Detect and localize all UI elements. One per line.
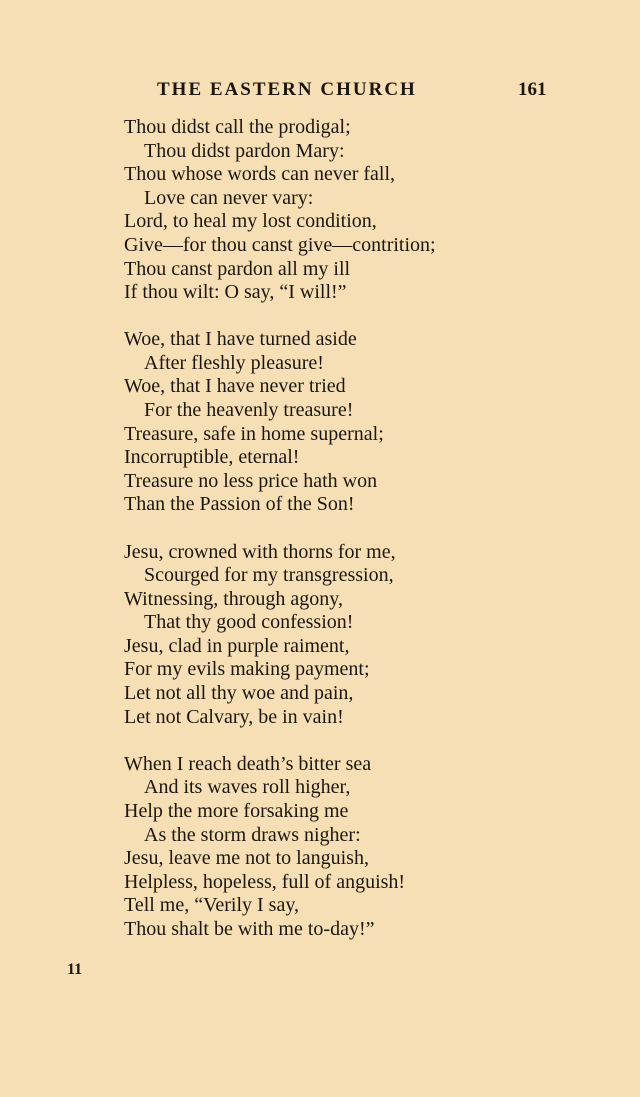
poem-line: Woe, that I have never tried <box>124 375 346 398</box>
poem-line: Help the more forsaking me <box>124 799 349 822</box>
poem-line: Witnessing, through agony, <box>124 587 343 610</box>
poem-line: Treasure, safe in home supernal; <box>124 422 384 445</box>
poem-line: When I reach death’s bitter sea <box>124 752 372 775</box>
poem-line: If thou wilt: O say, “I will!” <box>124 281 347 304</box>
poem-line: Let not Calvary, be in vain! <box>124 705 344 728</box>
poem-line: That thy good confession! <box>144 611 354 634</box>
poem-line: Tell me, “Verily I say, <box>124 894 300 917</box>
poem-line: After fleshly pleasure! <box>144 351 324 374</box>
poem-line: Let not all thy woe and pain, <box>124 682 354 705</box>
poem-line: Woe, that I have turned aside <box>124 328 357 351</box>
poem-line: Lord, to heal my lost condition, <box>124 210 377 233</box>
poem-line: For my evils making payment; <box>124 658 370 681</box>
stanza-3 <box>124 541 624 730</box>
poem-line: Than the Passion of the Son! <box>124 493 355 516</box>
stanza-1 <box>124 116 624 305</box>
poem-line: Thou didst call the prodigal; <box>124 116 351 138</box>
stanza-2 <box>124 328 624 517</box>
poem-line: As the storm draws nigher: <box>144 823 361 846</box>
poem-line: Thou canst pardon all my ill <box>124 257 351 280</box>
poem-line: Thou whose words can never fall, <box>124 163 396 186</box>
poem-line: Scourged for my transgression, <box>144 564 394 587</box>
poem-line: Jesu, crowned with thorns for me, <box>124 540 396 563</box>
poem-line: Thou didst pardon Mary: <box>144 139 345 162</box>
poem-line: Jesu, clad in purple raiment, <box>124 634 350 657</box>
poem-line: Helpless, hopeless, full of anguish! <box>124 870 406 893</box>
running-head <box>0 78 640 102</box>
signature-mark: 11 <box>67 961 83 978</box>
stanza-4 <box>124 753 624 942</box>
poem <box>124 116 624 965</box>
poem-line: Give—for thou canst give—contrition; <box>124 233 436 256</box>
poem-line: Thou shalt be with me to-day!” <box>124 917 375 940</box>
page-number: 161 <box>518 79 547 100</box>
poem-line: And its waves roll higher, <box>144 776 351 799</box>
poem-line: Treasure no less price hath won <box>124 469 378 492</box>
poem-line: Love can never vary: <box>144 186 314 209</box>
running-head-title: THE EASTERN CHURCH <box>157 79 417 100</box>
poem-line: Jesu, leave me not to languish, <box>124 847 369 870</box>
poem-line: For the heavenly treasure! <box>144 399 354 422</box>
poem-line: Incorruptible, eternal! <box>124 446 300 469</box>
